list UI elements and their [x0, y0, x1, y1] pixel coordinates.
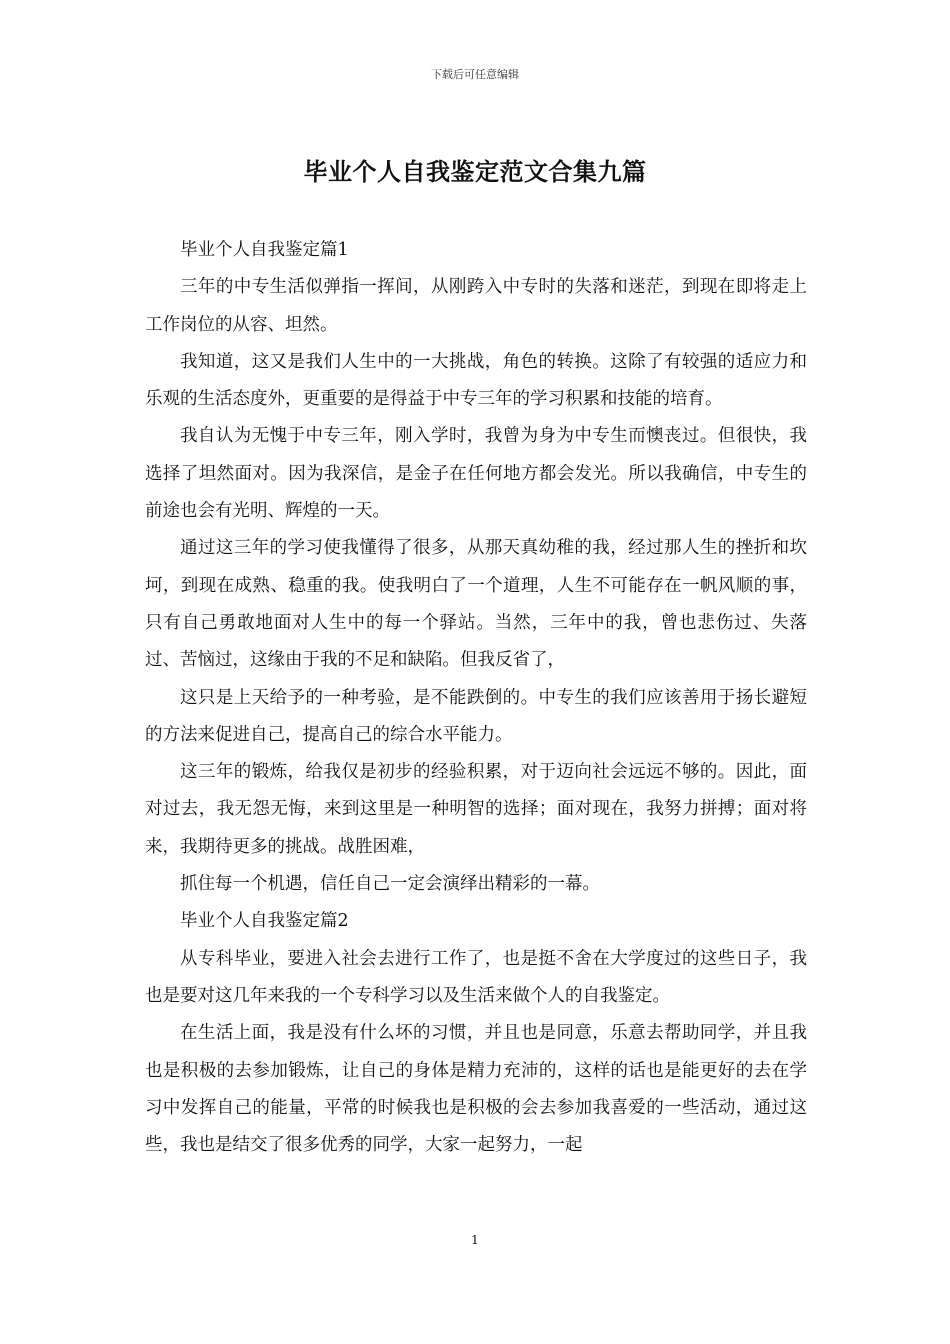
paragraph: 通过这三年的学习使我懂得了很多，从那天真幼稚的我，经过那人生的挫折和坎坷，到现在成熟、稳重的我。使我明白了一个道理，人生不可能存在一帆风顺的事，只有自己勇敢地面对人生中的每一个驿站。当然，三年中的我，曾也悲伤过、失落过、苦恼过，这缘由于我的不足和缺陷。但我反省了，: [145, 538, 807, 671]
page-number: 1: [471, 1233, 479, 1247]
page-header-note: 下载后可任意编辑: [431, 68, 519, 81]
paragraph: 我自认为无愧于中专三年，刚入学时，我曾为身为中专生而懊丧过。但很快，我选择了坦然面对。因为我深信，是金子在任何地方都会发光。所以我确信，中专生的前途也会有光明、辉煌的一天。: [145, 426, 807, 522]
document-title: 毕业个人自我鉴定范文合集九篇: [303, 157, 647, 186]
paragraph: 抓住每一个机遇，信任自己一定会演绎出精彩的一幕。: [180, 874, 600, 895]
paragraph: 三年的中专生活似弹指一挥间，从刚跨入中专时的失落和迷茫，到现在即将走上工作岗位的从容、坦然。: [145, 277, 807, 335]
paragraph: 我知道，这又是我们人生中的一大挑战，角色的转换。这除了有较强的适应力和乐观的生活态度外，更重要的是得益于中专三年的学习积累和技能的培育。: [145, 351, 807, 410]
section-heading-1: 毕业个人自我鉴定篇1: [180, 240, 349, 260]
paragraph: 这只是上天给予的一种考验，是不能跌倒的。中专生的我们应该善用于扬长避短的方法来促进自己，提高自己的综合水平能力。: [145, 687, 807, 745]
section-heading-2: 毕业个人自我鉴定篇2: [180, 911, 349, 932]
paragraph: 在生活上面，我是没有什么坏的习惯，并且也是同意，乐意去帮助同学，并且我也是积极的去参加锻炼，让自己的身体是精力充沛的，这样的话也是能更好的去在学习中发挥自己的能量，平常的时候我也是积极的会去参加我喜爱的一些活动，通过这些，我也是结交了很多优秀的同学，大家一起努力，一起: [145, 1023, 807, 1156]
paragraph: 从专科毕业，要进入社会去进行工作了，也是挺不舍在大学度过的这些日子，我也是要对这几年来我的一个专科学习以及生活来做个人的自我鉴定。: [145, 948, 807, 1006]
document-body: [145, 232, 807, 1164]
paragraph: 这三年的锻炼，给我仅是初步的经验积累，对于迈向社会远远不够的。因此，面对过去，我无怨无悔，来到这里是一种明智的选择；面对现在，我努力拼搏；面对将来，我期待更多的挑战。战胜困难，: [145, 762, 807, 857]
